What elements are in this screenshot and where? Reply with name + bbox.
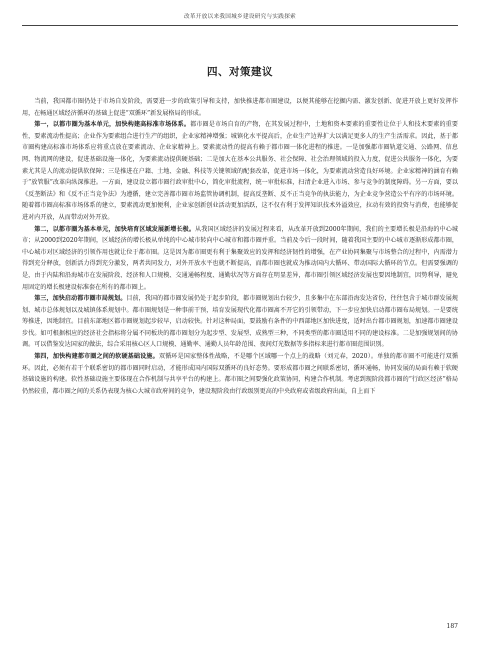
paragraph-text: 从我国区域经济的发展过程来看，从改革开放到2000年期间，我们的主要增长极是沿海的中心城市；从2000到2020年期间，区域经济的增长极从单纯的中心城市转向中心城市和都市圈并重。当前及今后一段时间，随着我国主要的中心城市逐渐形成都市圈，中心城市对区域经济的引领作用也就让位于都市圈。这是因为都市圈更有利于集聚效应的发挥和经济韧性的增强，在产业协同集聚与市场整合的过程中，内需潜力得到充分释放，创新活力得到充分激发，两者共同发力，对外开放水平也就不断提高，而都市圈也就成为推动国内大循环、带动国际大循环的节点。但需要强调的是，由于内陆和沿海城市在发展阶段、经济和人口规模、交通通畅程度、通勤状况等方面存在明显差异，都市圈引领区域经济发展也要因地制宜，因势利导，避免用固定的增长极建设标准套在所有的都市圈上。 [22,225,458,291]
section-title: 四、对策建议 [207,66,273,78]
paragraph-text: 当前，我国都市圈仍处于市场自发阶段，需要进一步的政策引导和支持，加快推进都市圈建设，以便其能够在挖掘内需、激发创新、促进开放上更好发挥作用，在畅通区域经济循环的基础上促进“双循环”新发展格局的形成。 [22,98,458,117]
paragraph-text: 目前，我国的都市圈发展仍处于起步阶段，都市圈规划出台较少，且多集中在东部沿海发达省份，往往包含于城市群发展规划、城市总体规划以及城镇体系规划中。都市圈规划是一种事前干预，培育发展现代化都市圈离不开它的引领带动，下一步应加快启动都市圈布局规划。一是要统筹推进，因地制宜。目前东部地区都市圈规划起步较早，启动较快。针对这种局面，要鼓励有条件的中西部地区加快进度，适时出台都市圈规划，加速都市圈建设步伐。如可根据相应的经济社会指标将分属不同板块的都市圈划分为起步型、发展型、成熟型三种，不同类型的都市圈适用不同的建设标准。二是加强规划间的协调。可以借鉴发达国家的做法，综合采用核心区人口规模、通勤率、通勤人员年龄范围、夜间灯光数据等多指标来进行都市圈范围识别。 [22,295,459,349]
header-divider [22,25,458,26]
paragraph-5 [22,351,458,397]
paragraph-1 [22,96,458,119]
paragraph-3 [22,224,458,294]
paragraph-lead: 第四，加快构建都市圈之间的软硬基础设施。 [34,353,159,361]
running-header: 改革开放以来我国城乡建设研究与实践探索 [184,14,296,20]
body-text [22,96,458,397]
page-number: 187 [446,623,458,630]
paragraph-4 [22,293,458,351]
paragraph-lead: 第一，以都市圈为基本单元，加快构建高标准市场体系。 [34,121,191,129]
paragraph-lead: 第三，加快启动都市圈市局规划。 [34,295,127,303]
paragraph-text: 双循环是国家整体性战略，不是哪个区域哪一个点上的战略（刘元春，2020）。单独的都市圈不可能进行双循环。因此，必须有若干个联系密切的都市圈同时启动，才能形成国内国际双循环的良好态势。要形成都市圈之间联系密切，循环通畅，协同发展的局面有赖于软硬基础设施的构建。软性基础设施主要体现在合作机制与共享平台的构建上。都市圈之间要强化政策协同，构建合作机制。考虑到现阶段都市圈的“行政区经济”格局仍然较重，都市圈之间的关系仍表现为核心大城市政府间的竞争，建设现阶段由行政级别更高的中央政府或省级政府出面，自上而下 [22,353,458,395]
paragraph-2 [22,119,458,223]
paragraph-lead: 第二，以都市圈为基本单元，加快培育区域发展新增长极。 [34,225,196,233]
paragraph-text: 都市圈是市场自育的产物，在其发展过程中，土地和资本要素的重要性让位于人和技术要素的重要性，要素流动性提高；企业作为要素组合进行生产的组织，企业家精神增强；城镇化水平提高后，企业生产边界扩大以满足更多人的生产生活需求。因此，基于都市圈构建高标准市场体系应将重点放在要素流动、企业家精神上。要素流动性的提高有赖于都市圈一体化进程的推进。一是加强都市圈轨道交通、公路网、信息网、物流网的建设，促进基础设施一体化，为要素流动提供硬基础；二是加大在基本公共服务、社会保障、社会治理领域的投入力度，促进公共服务一体化，为要素尤其是人的流动提供软保障；三是推进在户籍、土地、金融、科技等关键领域的配套改革，促进市场一体化，为要素流动营造良好环境。企业家精神的涵育有赖于“放管服”改革向纵深推进。一方面，建设设立都市圈行政审批中心，简化审批流程，统一审批标准，扫清企业进入市场、参与竞争的制度障碍。另一方面，要以《反垄断法》和《反不正当竞争法》为遵循，建立完善都市圈市场监管协调机制，提高反垄断、反不正当竞争的执法能力，为企业竞争营造公平有序的市场环境。随着都市圈高标准市场体系的建立，要素流动更加便利，企业家创新创业活动更加活跃，这不仅有利于发挥知识技术外溢效应，拉动有效的投资与消费，也能够促进对内开放，从而带动对外开放。 [22,121,459,221]
